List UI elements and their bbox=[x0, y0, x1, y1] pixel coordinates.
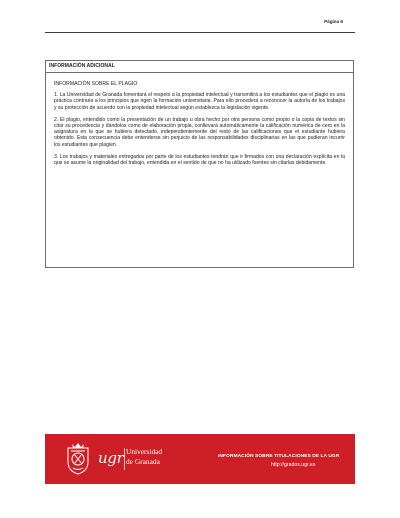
paragraph-1: 1. La Universidad de Granada fomentará el respeto a la propiedad intelectual y transmitirá a los estudiantes que el plagio es una práctica contraria a los principios que rigen la formación universitaria. Para ello procederá a reconocer la autoría de los trabajos y su protección de acuerdo con la propiedad intelectual según establezca la legislación vigente. bbox=[54, 92, 345, 111]
plagiarism-subtitle: INFORMACIÓN SOBRE EL PLAGIO bbox=[54, 81, 138, 87]
page-header bbox=[0, 19, 400, 33]
ugr-logo: ugr bbox=[98, 449, 124, 467]
box-body bbox=[46, 73, 353, 166]
university-name-line-2: de Granada bbox=[126, 457, 160, 466]
university-seal-icon bbox=[64, 442, 92, 476]
additional-info-box bbox=[45, 60, 354, 268]
university-name bbox=[126, 447, 162, 467]
page-number: Página 6 bbox=[324, 19, 343, 24]
paragraph-2: 2. El plagio, entendido como la presentación de un trabajo u obra hecho por otra persona como propio o la copia de textos sin citar su procedencia y dándolos como de elaboración propia, conllevará automáticamente la calificación numérica de cero en la asignatura en la que se hubiera detectado, independientemente del resto de las calificaciones que el estudiante hubiera obtenido. Esta consecuencia debe entenderse sin perjuicio de las responsabilidades disciplinarias en las que pudieran incurrir los estudiantes que plagien. bbox=[54, 116, 345, 148]
grados-link[interactable]: http://grados.ugr.es bbox=[271, 462, 316, 468]
box-title: INFORMACIÓN ADICIONAL bbox=[46, 61, 353, 73]
footer-banner bbox=[45, 434, 355, 484]
university-name-line-1: Universidad bbox=[126, 447, 163, 456]
header-divider bbox=[45, 32, 355, 33]
logo-divider bbox=[124, 448, 125, 470]
footer-title: INFORMACIÓN SOBRE TITULACIONES DE LA UGR bbox=[218, 454, 340, 459]
paragraph-3: 3. Los trabajos y materiales entregados por parte de los estudiantes tendrán que ir firmados con una declaración explícita en la que se asume la originalidad del trabajo, entendida en el sentido de que no ha utilizado fuentes sin citarlas debidamente. bbox=[54, 153, 345, 167]
